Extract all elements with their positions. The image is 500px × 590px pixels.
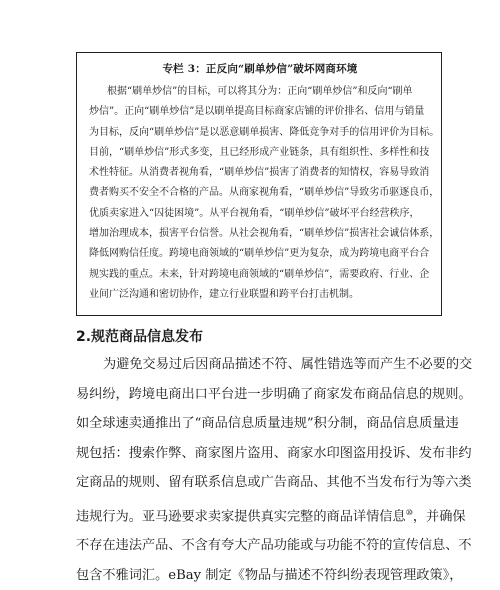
column-line: 炒信”。正向“刷单炒信”是以刷单提高目标商家店铺的评价排名、信用与销量 xyxy=(89,106,425,118)
column-line: 优质卖家进入“囚徒困境”。从平台视角看，“刷单炒信”破坏平台经营秩序， xyxy=(89,207,420,219)
paragraph-line: 包含不雅词汇。eBay 制定《物品与描述不符纠纷表现管理政策》， xyxy=(76,567,463,583)
column-line: 术性特征。从消费者视角看，“刷单炒信”损害了消费者的知情权，容易导致消 xyxy=(89,167,430,179)
paragraph-line: 易纠纷，跨境电商出口平台进一步明确了商家发布商品信息的规则。 xyxy=(76,386,472,402)
paragraph-line-with-footnote xyxy=(76,498,466,532)
column-line: 费者购买不安全不合格的产品。从商家视角看，“刷单炒信”导致劣币驱逐良币， xyxy=(89,187,440,199)
paragraph-line-text: 违规行为。亚马逊要求卖家提供真实完整的商品详情信息 xyxy=(76,508,406,524)
paragraph-line: 为避免交易过后因商品描述不符、属性错选等而产生不必要的交 xyxy=(103,357,473,372)
column-line: 降低网购信任度。跨境电商领域的“刷单炒信”更为复杂，成为跨境电商平台合 xyxy=(89,248,430,260)
body-paragraph xyxy=(76,350,473,590)
section-heading: 2.规范商品信息发布 xyxy=(76,329,204,345)
column-body xyxy=(89,82,440,305)
column-line: 根据“刷单炒信”的目标，可以将其分为：正向“刷单炒信”和反向“刷单 xyxy=(107,86,413,97)
paragraph-line: 定商品的规则、留有联系信息或广告商品、其他不当发布行为等六类 xyxy=(76,475,472,490)
column-line: 规实践的重点。未来，针对跨境电商领域的“刷单炒信”，需要政府、行业、企 xyxy=(89,268,430,280)
paragraph-line: 规包括：搜索作弊、商家图片盗用、商家水印图盗用投诉、发布非约 xyxy=(76,445,472,461)
column-title: 专栏 3：正反向“刷单炒信”破坏网商环境 xyxy=(162,63,358,75)
column-line: 目前，“刷单炒信”形式多变，且已经形成产业链条，具有组织性、多样性和技 xyxy=(89,146,430,158)
paragraph-line-tail: ，并确保 xyxy=(412,508,466,524)
paragraph-line: 如全球速卖通推出了“商品信息质量违规”积分制，商品信息质量违 xyxy=(76,416,459,431)
column-line: 增加治理成本，损害平台信誉。从社会视角看，“刷单炒信”损害社会诚信体系， xyxy=(89,228,440,240)
column-box xyxy=(76,52,442,316)
footnote-marker: ⑩ xyxy=(405,507,413,517)
column-line: 业间广泛沟通和密切协作，建立行业联盟和跨平台打击机制。 xyxy=(89,288,359,300)
paragraph-line: 不存在违法产品、不含有夸大产品功能或与功能不符的宣传信息、不 xyxy=(76,538,472,554)
column-line: 为目标，反向“刷单炒信”是以恶意刷单损害、降低竞争对手的信用评价为目标。 xyxy=(89,126,440,138)
